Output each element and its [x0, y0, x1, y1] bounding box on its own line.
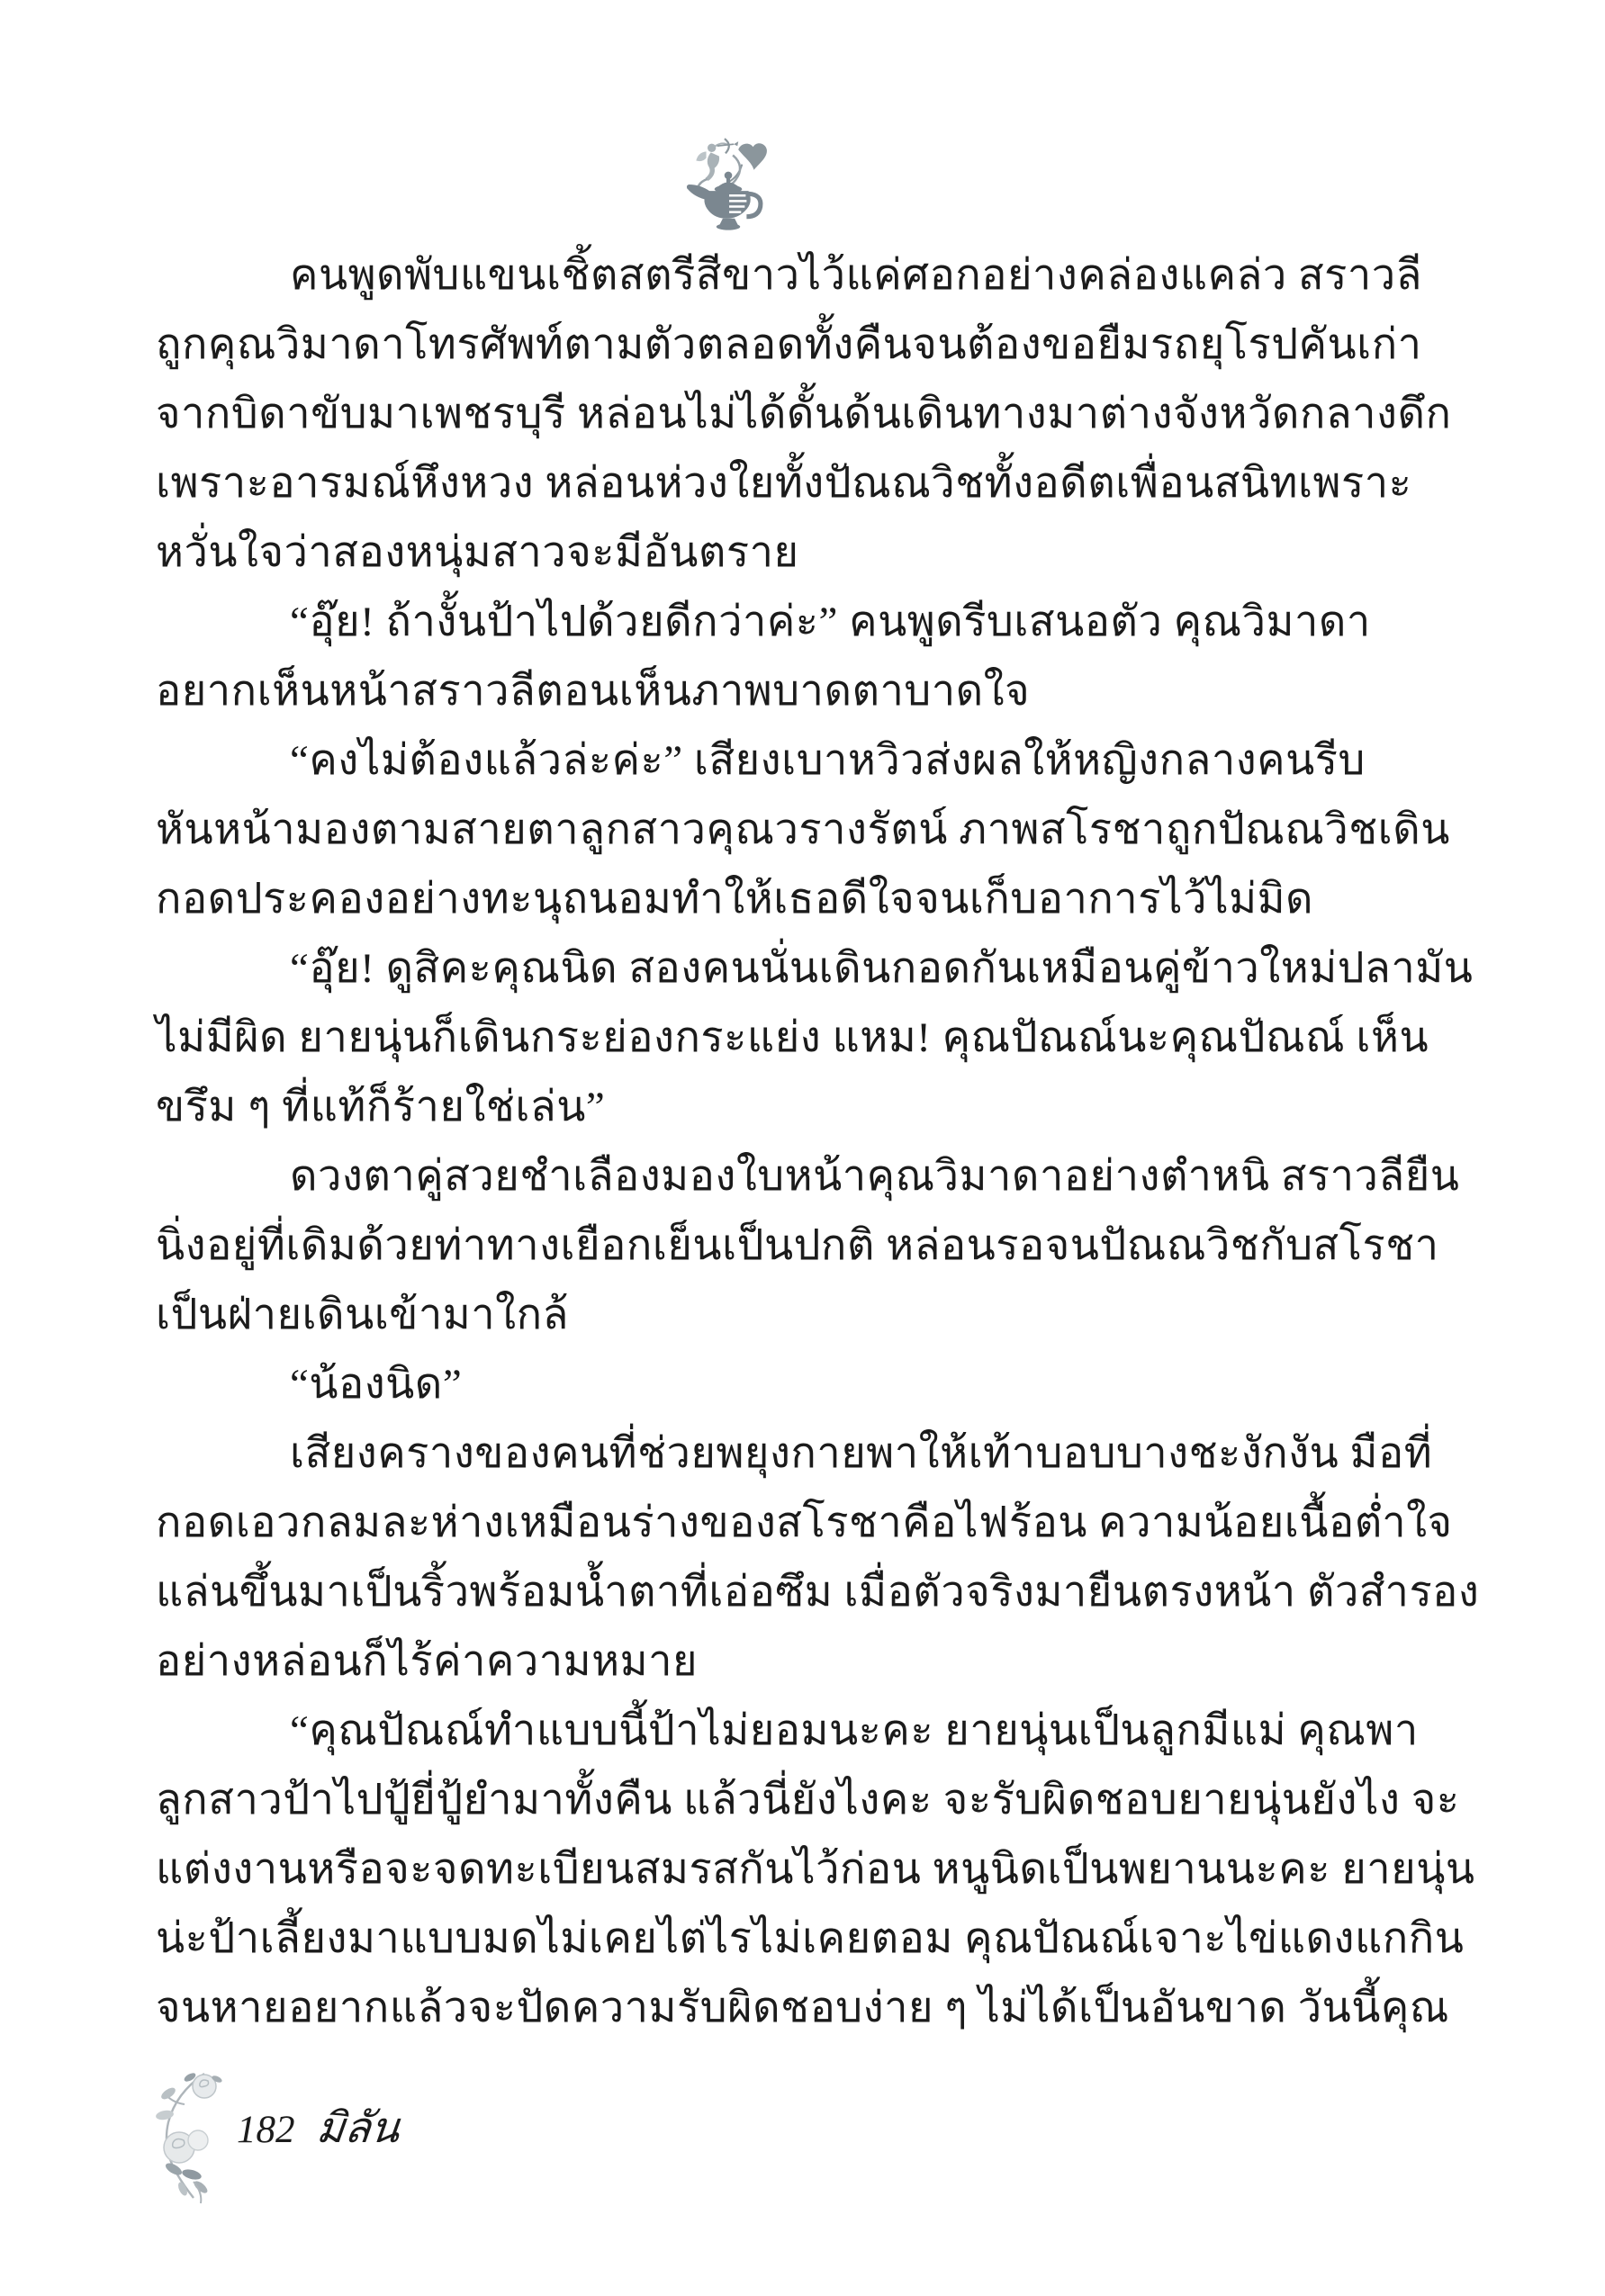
text-line: “คุณปัณณ์ทำแบบนี้ป้าไม่ยอมนะคะ ยายนุ่นเป็นลูกมีแม่ คุณพา	[290, 1707, 1419, 1754]
paragraph	[156, 1419, 1480, 1697]
text-line: หวั่นใจว่าสองหนุ่มสาวจะมีอันตราย	[156, 529, 799, 576]
rose-branch-icon	[149, 2068, 231, 2205]
paragraph	[156, 1697, 1475, 2043]
text-line: จากบิดาขับมาเพชรบุรี หล่อนไม่ได้ดั้นด้นเดินทางมาต่างจังหวัดกลางดึก	[156, 391, 1452, 437]
text-line: ถูกคุณวิมาดาโทรศัพท์ตามตัวตลอดทั้งคืนจนต้องขอยืมรถยุโรปคันเก่า	[156, 321, 1422, 368]
text-line: น่ะป้าเลี้ยงมาแบบมดไม่เคยไต่ไรไม่เคยตอม คุณปัณณ์เจาะไข่แดงแกกิน	[156, 1915, 1465, 1962]
text-line: อย่างหล่อนก็ไร้ค่าความหมาย	[156, 1638, 699, 1685]
text-line: ขรึม ๆ ที่แท้ก็ร้ายใช่เล่น”	[156, 1084, 606, 1130]
page-text	[156, 241, 1480, 2043]
text-line: เพราะอารมณ์หึงหวง หล่อนห่วงใยทั้งปัณณวิชทั้งอดีตเพื่อนสนิทเพราะ	[156, 460, 1412, 507]
page-footer	[237, 2093, 402, 2161]
paragraph	[156, 241, 1452, 588]
text-line: แล่นขึ้นมาเป็นริ้วพร้อมน้ำตาที่เอ่อซึม เมื่อตัวจริงมายืนตรงหน้า ตัวสำรอง	[156, 1569, 1480, 1616]
paragraph	[156, 588, 1371, 726]
text-line: แต่งงานหรือจะจดทะเบียนสมรสกันไว้ก่อน หนูนิดเป็นพยานนะคะ ยายนุ่น	[156, 1846, 1475, 1893]
text-line: “น้องนิด”	[290, 1361, 463, 1408]
cupid-lamp-ornament-icon	[681, 135, 774, 230]
text-line: ลูกสาวป้าไปปู้ยี่ปู้ยำมาทั้งคืน แล้วนี่ยังไงคะ จะรับผิดชอบยายนุ่นยังไง จะ	[156, 1777, 1460, 1823]
text-line: “อุ๊ย! ดูสิคะคุณนิด สองคนนั่นเดินกอดกันเหมือนคู่ข้าวใหม่ปลามัน	[290, 945, 1474, 992]
text-line: จนหายอยากแล้วจะปัดความรับผิดชอบง่าย ๆ ไม่ได้เป็นอันขาด วันนี้คุณ	[156, 1985, 1449, 2031]
text-line: ดวงตาคู่สวยชำเลืองมองใบหน้าคุณวิมาดาอย่างตำหนิ สราวลียืน	[290, 1153, 1460, 1200]
text-line: “อุ๊ย! ถ้างั้นป้าไปด้วยดีกว่าค่ะ” คนพูดรีบเสนอตัว คุณวิมาดา	[290, 599, 1371, 645]
text-line: ไม่มีผิด ยายนุ่นก็เดินกระย่องกระแย่ง แหม! คุณปัณณ์นะคุณปัณณ์ เห็น	[156, 1014, 1429, 1061]
text-line: กอดเอวกลมละห่างเหมือนร่างของสโรชาคือไฟร้อน ความน้อยเนื้อต่ำใจ	[156, 1499, 1453, 1546]
text-line: กอดประคองอย่างทะนุถนอมทำให้เธอดีใจจนเก็บอาการไว้ไม่มิด	[156, 876, 1314, 923]
text-line: คนพูดพับแขนเชิ้ตสตรีสีขาวไว้แค่ศอกอย่างคล่องแคล่ว สราวลี	[290, 252, 1422, 299]
paragraph	[156, 1350, 1332, 1419]
text-line: “คงไม่ต้องแล้วล่ะค่ะ” เสียงเบาหวิวส่งผลให้หญิงกลางคนรีบ	[290, 737, 1366, 784]
paragraph	[156, 726, 1450, 934]
text-line: หันหน้ามองตามสายตาลูกสาวคุณวรางรัตน์ ภาพสโรชาถูกปัณณวิชเดิน	[156, 806, 1450, 853]
paragraph	[156, 1142, 1460, 1350]
text-line: เสียงครางของคนที่ช่วยพยุงกายพาให้เท้าบอบบางชะงักงัน มือที่	[290, 1430, 1433, 1477]
page-number: 182	[237, 2109, 295, 2151]
paragraph	[156, 934, 1474, 1142]
book-title: มิลัน	[313, 2103, 402, 2153]
text-line: อยากเห็นหน้าสราวลีตอนเห็นภาพบาดตาบาดใจ	[156, 668, 1031, 715]
text-line: เป็นฝ่ายเดินเข้ามาใกล้	[156, 1292, 569, 1338]
text-line: นิ่งอยู่ที่เดิมด้วยท่าทางเยือกเย็นเป็นปกติ หล่อนรอจนปัณณวิชกับสโรชา	[156, 1222, 1439, 1269]
